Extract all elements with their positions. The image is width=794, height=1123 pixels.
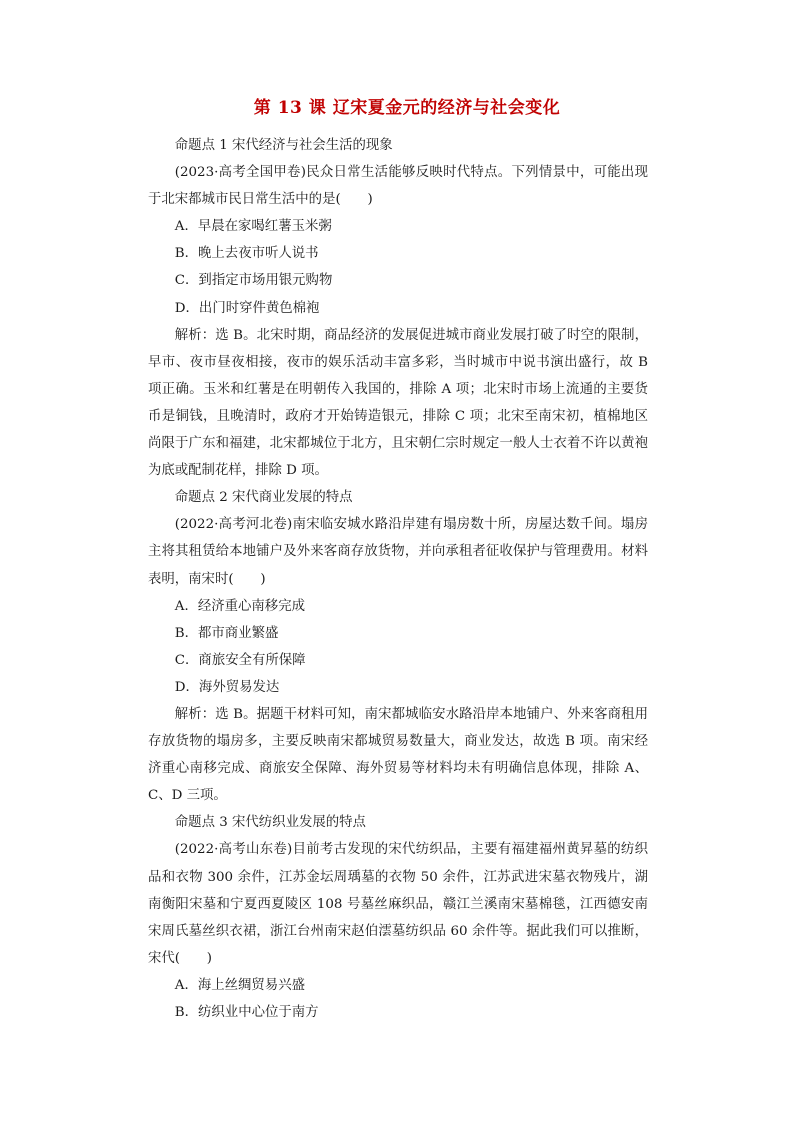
option-c: C．商旅安全有所保障 — [174, 652, 306, 668]
proposition-point-1 — [148, 132, 648, 484]
option-b: B．都市商业繁盛 — [174, 625, 279, 641]
document-body — [148, 132, 648, 1026]
option-a: A．经济重心南移完成 — [174, 598, 305, 614]
question-text: (2023·高考全国甲卷)民众日常生活能够反映时代特点。下列情景中，可能出现于北宋都城市民日常生活中的是( ) — [148, 165, 648, 208]
point-heading: 命题点 1 宋代经济与社会生活的现象 — [174, 138, 393, 153]
proposition-point-2 — [148, 484, 648, 809]
document-page — [148, 0, 648, 1026]
lesson-title: 第 13 课 辽宋夏金元的经济与社会变化 — [253, 98, 561, 118]
option-d: D．出门时穿件黄色棉袍 — [174, 300, 320, 316]
option-a: A．早晨在家喝红薯玉米粥 — [174, 219, 332, 235]
question-text: (2022·高考山东卷)目前考古发现的宋代纺织品，主要有福建福州黄昇墓的纺织品和衣物 300 余件，江苏金坛周瑀墓的衣物 50 余件，江苏武进宋墓衣物残片，湖南衡阳宋墓和宁夏西夏陵区 108 号墓丝麻织品，赣江兰溪南宋墓棉毯，江西德安南宋周氏墓丝织衣裙，浙江台州南宋赵伯澐墓纺织品 60 余件等。据此我们可以推断，宋代( ) — [148, 842, 648, 966]
question-text: (2022·高考河北卷)南宋临安城水路沿岸建有塌房数十所，房屋达数千间。塌房主将其租赁给本地铺户及外来客商存放货物，并向承租者征收保护与管理费用。材料表明，南宋时( ) — [148, 517, 648, 587]
point-heading: 命题点 3 宋代纺织业发展的特点 — [174, 815, 366, 831]
option-d: D．海外贸易发达 — [174, 679, 280, 695]
point-heading: 命题点 2 宋代商业发展的特点 — [174, 490, 353, 506]
analysis-text: 解析：选 B。据题干材料可知，南宋都城临安水路沿岸本地铺户、外来客商租用存放货物的塌房多，主要反映南宋都城贸易数量大，商业发达，故选 B 项。南宋经济重心南移完成、商旅安全保障、海外贸易等材料均未有明确信息体现，排除 A、C、D 三项。 — [148, 706, 648, 804]
analysis-text: 解析：选 B。北宋时期，商品经济的发展促进城市商业发展打破了时空的限制，早市、夜市昼夜相接，夜市的娱乐活动丰富多彩，当时城市中说书演出盛行，故 B 项正确。玉米和红薯是在明朝传入我国的，排除 A 项；北宋时市场上流通的主要货币是铜钱，且晚清时，政府才开始铸造银元，排除 C 项；北宋至南宋初，植棉地区尚限于广东和福建，北宋都城位于北方，且宋朝仁宗时规定一般人士衣着不许以黄袍为底或配制花样，排除 D 项。 — [148, 327, 648, 479]
option-b: B．晚上去夜市听人说书 — [174, 246, 319, 262]
option-c: C．到指定市场用银元购物 — [174, 273, 333, 289]
proposition-point-3 — [148, 809, 648, 1026]
option-a: A．海上丝绸贸易兴盛 — [174, 977, 305, 993]
option-b: B．纺织业中心位于南方 — [174, 1005, 319, 1020]
